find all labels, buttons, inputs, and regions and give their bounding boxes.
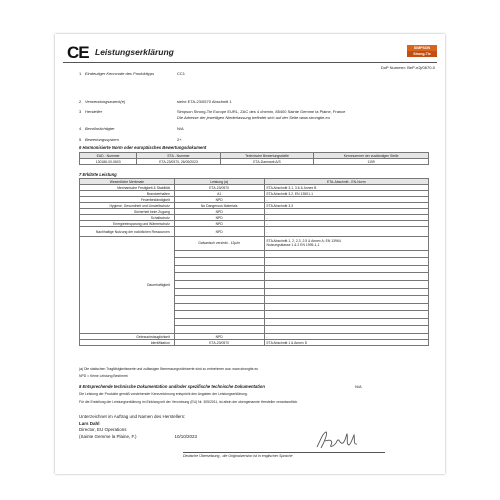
ce-mark: CE	[67, 43, 89, 62]
dop-number: DoP Nummer: BeP-e2j/0670-0	[380, 65, 435, 70]
signer-name: Lars Dahl	[79, 420, 100, 426]
field-3-num: 3	[79, 109, 82, 114]
table-row: Gebrauchstauglichkeit NPD -	[80, 334, 429, 340]
table-note-1: (a) Die statischen Tragfähigkeitswerte und zulässigen Bemessungsrichtwerte sind zu entnehmen aus: www.strongtie.eu	[79, 367, 259, 371]
field-5-num: 5	[79, 137, 82, 142]
field-4-label: Bevollmächtigter	[85, 126, 115, 131]
table-row: Nachhaltige Nutzung der natürlichen Ressourcen NPD -	[80, 227, 429, 237]
signature-place: (Sainte Gemme la Plaine, F.) 10/10/2023	[79, 433, 198, 439]
logo-text-top: SIMPSON	[413, 46, 431, 50]
footer-note: Deutsche Übersetzung , die Originalversion ist in englischer Sprache	[183, 454, 293, 458]
section-8-text-2: Für die Erstellung der Leistungserklärung im Einklang mit der Verordnung (EU) Nr. 305/2011, ist allein der obengenannte Hersteller verantwortlich.	[79, 400, 299, 404]
table-row: Feuerbeständigkeit NPD -	[80, 197, 429, 203]
table-row: Mechanische Festigkeit & Stabilität ETA-23/0570 ETA Abschnitt 3.1, 3.6 & Annex B	[80, 185, 429, 191]
section-8-title: 8 Entsprechende technische Dokumentation und/oder spezifische technische Dokumentation	[79, 384, 265, 389]
field-2-value: siehe ETA-23/0570 Abschnitt 1	[177, 99, 232, 104]
table-row: Schallschutz NPD -	[80, 215, 429, 221]
signature-block	[79, 414, 197, 440]
section-8-text-1: Die Leistung der Produkte gemäß vorstehender Kennzeichnung entspricht den Angaben der Leistungserklärung.	[79, 392, 248, 396]
table-header: Wesentliche Merkmale	[80, 179, 175, 185]
field-4-value: N/A	[177, 126, 184, 131]
signature-date: 10/10/2023	[174, 433, 198, 439]
section-8-value: N/A	[355, 384, 362, 389]
table-header: Technische Bewertungsstelle	[220, 153, 313, 159]
field-5-label: Bewertungssystem	[85, 137, 119, 142]
field-1-value: CC1	[177, 71, 186, 76]
performance-table	[79, 178, 429, 346]
signer-role: Director, EU Operations	[79, 427, 127, 432]
field-2-num: 2	[79, 99, 82, 104]
field-1-label: Eindeutiger Kenncode des Produkttyps	[85, 71, 155, 76]
table-row: Energieeinsparung und Wärmeschutz NPD -	[80, 221, 429, 227]
section-6-title: 6 Harmonisierte Norm oder europäisches Bewertungsdokument	[79, 145, 207, 150]
table-row: 130186-00-0603 ETA-23/0570, 26/09/2023 ETA-Danmark A/S 1199	[80, 159, 429, 165]
field-3-value: Simpson Strong-Tie Europe EURL, ZAC des 4 chemin, 85400 Sainte Gemme la Plaine, France	[177, 109, 346, 114]
handwritten-signature	[313, 429, 373, 451]
section-7-title: 7 Erklärte Leistung	[79, 172, 117, 177]
table-header: EAD - Nummer	[80, 153, 137, 159]
document-header	[63, 42, 437, 62]
footer-divider	[183, 452, 385, 453]
company-logo	[407, 45, 437, 57]
document-title: Leistungserklärung	[95, 47, 174, 57]
field-3-value-note: Die Adresse der jeweiligen Niederlassung befindet sich auf der Seite www.strongtie.eu	[177, 115, 330, 120]
signature-intro: Unterzeichnet im Auftrag und Namen des Herstellers:	[79, 414, 186, 419]
table-header: Kennnummer der zuständigen Stelle	[314, 153, 429, 159]
field-5-value: 2+	[177, 137, 182, 142]
table-row: Brandverhalten A1 ETA Abschnitt 3.2, EN 13501-1	[80, 191, 429, 197]
declaration-page	[55, 34, 445, 474]
field-1-num: 1	[79, 71, 82, 76]
logo-text-bottom: Strong-Tie	[407, 51, 437, 57]
table-row: Identifikation ETA-23/0570 ETA Abschnitt 1 & Annex D	[80, 340, 429, 346]
table-note-2: NPD = Keine Leistung Bestimmt	[79, 374, 128, 378]
section-6-table	[79, 152, 429, 165]
field-4-num: 4	[79, 126, 82, 131]
table-row-durability: Dauerhaftigkeit Galvanisch verzinkt - 12µ/m ETA Abschnitt 1, 2, 2.3, 2.5 & Annex A; EN 13964 Nutzungsklasse 1 & 2 EN 1995-1-1	[80, 237, 429, 251]
table-row: Sicherheit beim Zugang NPD -	[80, 209, 429, 215]
table-header: ETA-Abschnitt - EN-Norm	[264, 179, 428, 185]
table-row: Hygiene, Gesundheit und Umweltschutz No Dangerous Materials ETA Abschnitt 3.3	[80, 203, 429, 209]
field-2-label: Verwendungszweck(e)	[85, 99, 126, 104]
table-header: ETA - Nummer	[137, 153, 221, 159]
field-3-label: Hersteller	[85, 109, 103, 114]
table-header: Leistung (a)	[174, 179, 264, 185]
header-divider	[63, 62, 437, 63]
